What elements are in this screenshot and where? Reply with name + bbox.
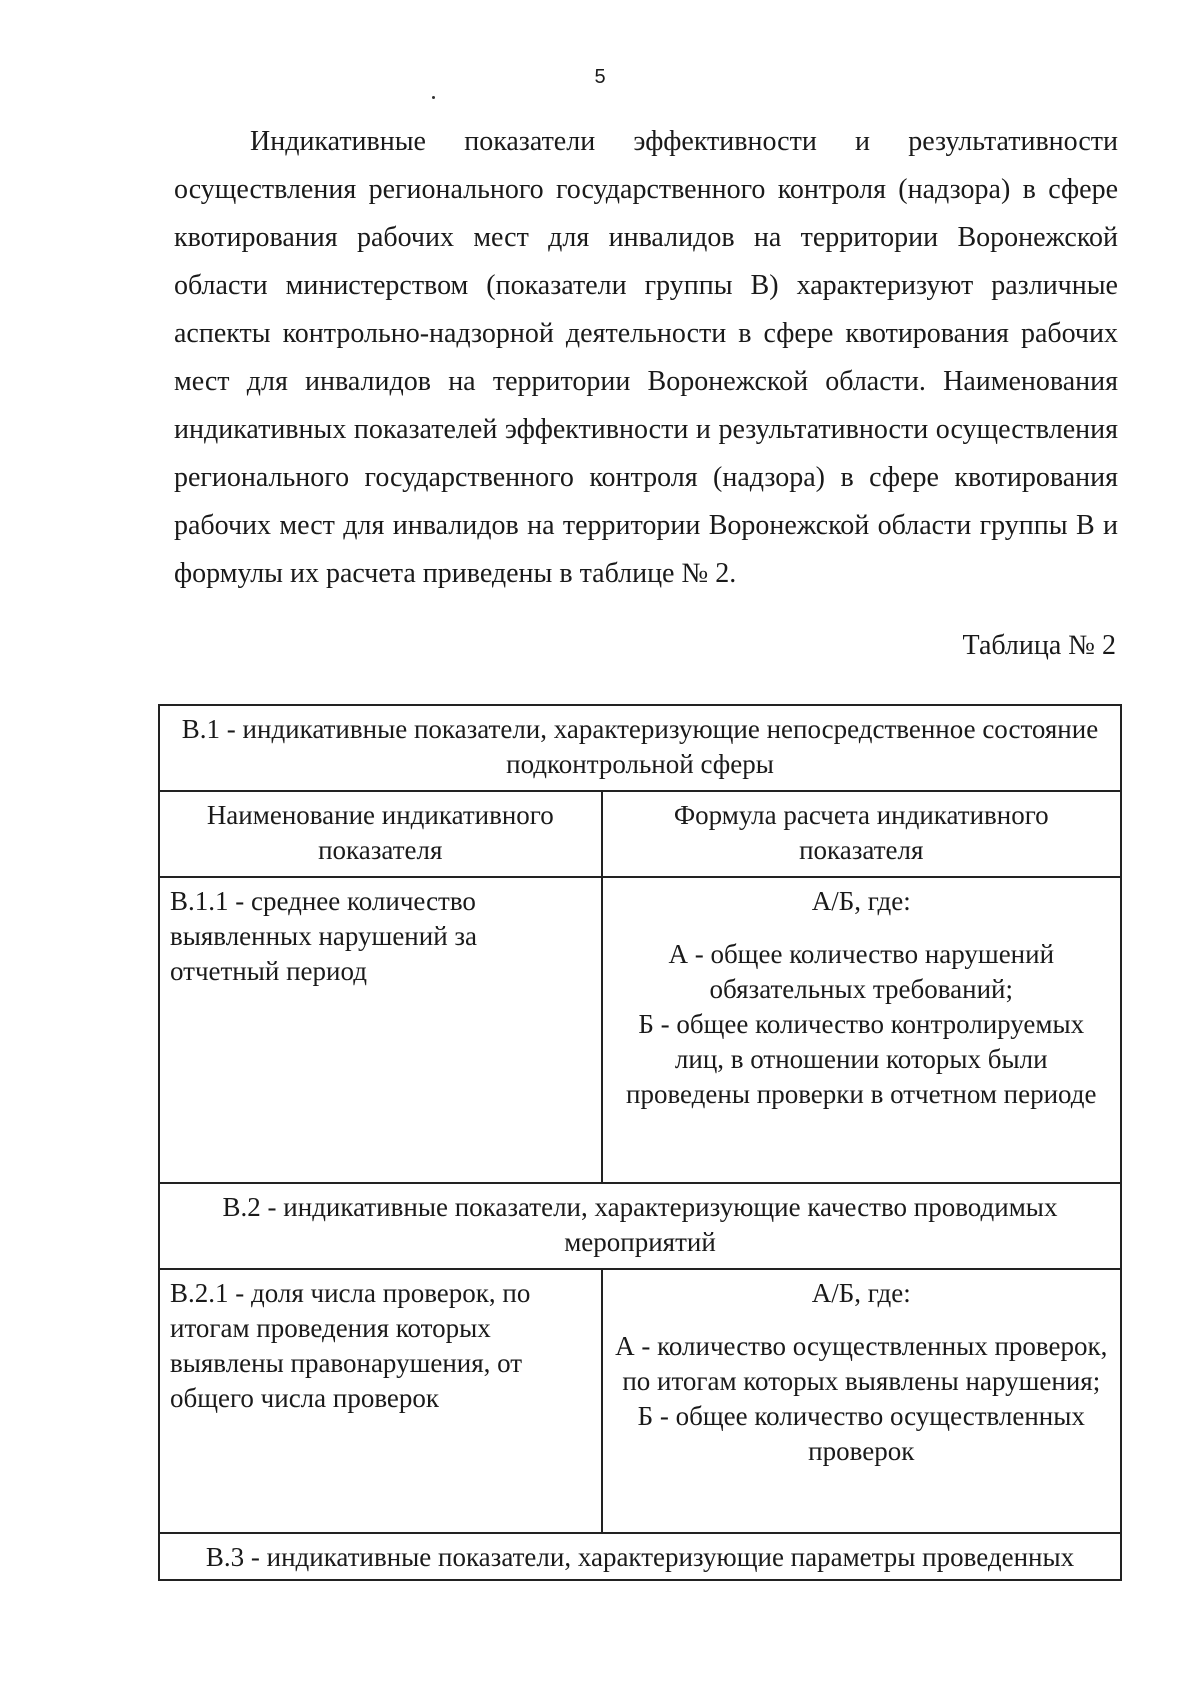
intro-paragraph: Индикативные показатели эффективности и результативности осуществления регионального государственного контроля (надзора) в сфере квотирования рабочих мест для инвалидов на территории Воронежской области министерством (показатели группы В) характеризуют различные аспекты контрольно-надзорной деятельности в сфере квотирования рабочих мест для инвалидов на территории Воронежской области. Наименования индикативных показателей эффективности и результативности осуществления регионального государственного контроля (надзора) в сфере квотирования рабочих мест для инвалидов на территории Воронежской области группы В и формулы их расчета приведены в таблице № 2. <box>174 126 1118 589</box>
formula-lead: А/Б, где: <box>811 886 911 916</box>
formula-line: А - общее количество нарушений обязательных требований; <box>668 939 1055 1004</box>
section-heading-b2: В.2 - индикативные показатели, характеризующие качество проводимых мероприятий <box>159 1183 1121 1269</box>
section-row-b2 <box>159 1183 1121 1269</box>
column-header-name: Наименование индикативного показателя <box>159 791 602 877</box>
indicator-formula-b11 <box>602 877 1121 1183</box>
formula-line: Б - общее количество контролируемых лиц, в отношении которых были проведены проверки в отчетном периоде <box>626 1009 1097 1109</box>
table-caption: Таблица № 2 <box>962 630 1116 661</box>
indicator-name-b11: В.1.1 - среднее количество выявленных нарушений за отчетный период <box>159 877 602 1183</box>
table-row <box>159 1269 1121 1533</box>
formula-line: Б - общее количество осуществленных проверок <box>637 1401 1085 1466</box>
section-row-b1 <box>159 705 1121 791</box>
stray-dot <box>432 96 435 99</box>
section-heading-b1: В.1 - индикативные показатели, характеризующие непосредственное состояние подконтрольной сферы <box>159 705 1121 791</box>
table-row <box>159 877 1121 1183</box>
column-header-formula: Формула расчета индикативного показателя <box>602 791 1121 877</box>
section-row-b3 <box>159 1533 1121 1580</box>
indicator-name-b21: В.2.1 - доля числа проверок, по итогам проведения которых выявлены правонарушения, от общего числа проверок <box>159 1269 602 1533</box>
column-header-row <box>159 791 1121 877</box>
indicator-formula-b21 <box>602 1269 1121 1533</box>
indicators-table <box>158 704 1122 1581</box>
formula-line: А - количество осуществленных проверок, по итогам которых выявлены нарушения; <box>615 1331 1108 1396</box>
formula-lead: А/Б, где: <box>811 1278 911 1308</box>
page-number: 5 <box>594 66 606 88</box>
section-heading-b3: В.3 - индикативные показатели, характеризующие параметры проведенных <box>159 1533 1121 1580</box>
